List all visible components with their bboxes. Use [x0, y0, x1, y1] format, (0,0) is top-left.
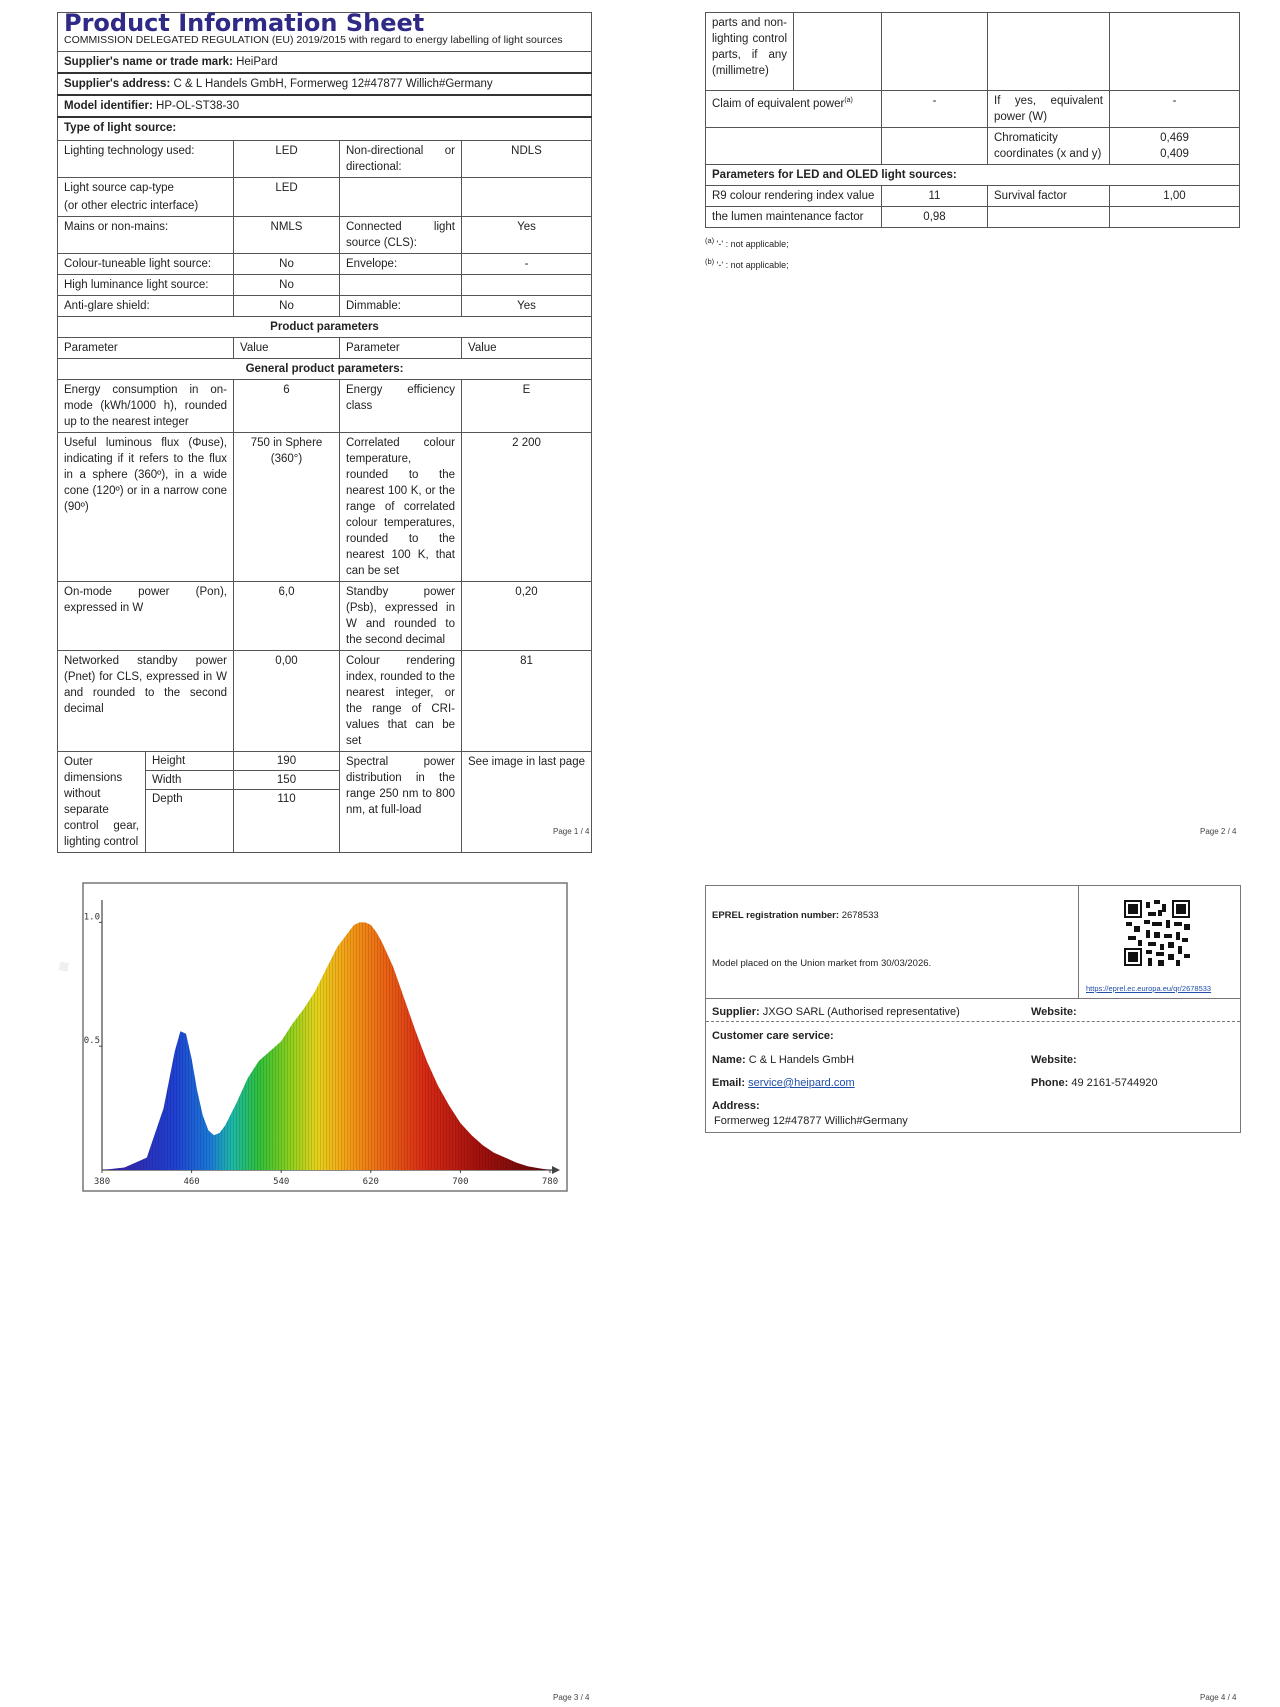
height-value: 190 [234, 752, 339, 771]
general-params-heading: General product parameters: [58, 359, 592, 380]
outer-dims-label: Outer dimensions without separate control gear, lighting control [58, 752, 146, 853]
placed-text: Model placed on the Union market from 30/03/2026. [712, 958, 932, 969]
nondir-value: NDLS [462, 141, 592, 178]
lumen-value: 0,98 [882, 207, 988, 228]
name-value: C & L Handels GmbH [748, 1054, 855, 1066]
page1-table [57, 9, 592, 853]
x-tick-label: 380 [93, 1177, 111, 1187]
dimmable-label: Dimmable: [340, 296, 462, 317]
standby-value: 0,20 [462, 582, 592, 651]
dims-values [234, 752, 340, 853]
tuneable-value: No [234, 254, 340, 275]
empty-cell [462, 275, 592, 296]
empty-cell [988, 13, 1110, 91]
nondir-label: Non-directional or directional: [340, 141, 462, 178]
y-tick-label: 0.5 [83, 1036, 100, 1047]
x-tick-label: 620 [362, 1177, 379, 1187]
supplier-line [712, 1006, 960, 1018]
envelope-label: Envelope: [340, 254, 462, 275]
dashed-divider [706, 1021, 1240, 1022]
qr-code-icon [1124, 900, 1190, 966]
empty-cell [706, 128, 882, 165]
eprel-line [712, 910, 879, 921]
address-label: Address: [712, 1100, 760, 1112]
product-params-heading: Product parameters [58, 317, 592, 338]
cap-label-2: (or other electric interface) [64, 200, 199, 212]
dimmable-value: Yes [462, 296, 592, 317]
page2-table [705, 12, 1240, 228]
mains-value: NMLS [234, 217, 340, 254]
cls-value: Yes [462, 217, 592, 254]
col-header-param: Parameter [58, 338, 234, 359]
phone-value: 49 2161-5744920 [1071, 1077, 1158, 1089]
care-label: Customer care service: [712, 1030, 834, 1042]
model-identifier: HP-OL-ST38-30 [156, 100, 240, 112]
page-4 [705, 885, 1241, 1133]
empty-cell [1110, 207, 1240, 228]
y-tick-label: 1.0 [83, 912, 100, 923]
footnote-b [705, 253, 1239, 274]
cct-label: Correlated colour temperature, rounded to the nearest 100 K, or the range of correlated colour temperatures, rounded to the nearest 100 K, that can be set [340, 433, 462, 582]
chroma-x: 0,469 [1160, 132, 1189, 144]
footnote-a-sup: (a) [705, 236, 715, 245]
x-tick-label: 780 [541, 1177, 559, 1187]
empty-cell [462, 178, 592, 217]
chroma-y: 0,409 [1160, 148, 1189, 160]
page4-number: Page 4 / 4 [1200, 1693, 1237, 1702]
page1-number: Page 1 / 4 [553, 827, 590, 836]
tuneable-label: Colour-tuneable light source: [58, 254, 234, 275]
supplier-address: C & L Handels GmbH, Formerweg 12#47877 Willich#Germany [173, 78, 493, 90]
watermark-mark: ▦ [56, 960, 71, 973]
footnote-b-text: '-' : not applicable; [716, 260, 789, 270]
cct-value: 2 200 [462, 433, 592, 582]
phone-label: Phone: [1031, 1077, 1069, 1089]
eprel-box [706, 886, 1079, 999]
email-link[interactable]: service@heipard.com [748, 1077, 855, 1089]
col-header-value-2: Value [462, 338, 592, 359]
eprel-label: EPREL registration number: [712, 910, 840, 921]
netstandby-value: 0,00 [234, 651, 340, 752]
name-label: Name: [712, 1054, 746, 1066]
qr-url-link[interactable]: https://eprel.ec.europa.eu/qr/2678533 [1086, 984, 1212, 993]
highlum-label: High luminance light source: [58, 275, 234, 296]
x-tick-label: 460 [183, 1177, 200, 1187]
name-line [712, 1054, 854, 1066]
width-value: 150 [234, 771, 339, 790]
spd-value: See image in last page [462, 752, 592, 853]
footnotes [705, 232, 1239, 274]
mains-label: Mains or non-mains: [58, 217, 234, 254]
ifyes-value: - [1110, 91, 1240, 128]
page-2 [705, 12, 1239, 274]
survival-label: Survival factor [988, 186, 1110, 207]
highlum-value: No [234, 275, 340, 296]
regulation-text: COMMISSION DELEGATED REGULATION (EU) 2019/2015 with regard to energy labelling of light sources [64, 34, 563, 46]
type-heading: Type of light source: [64, 122, 177, 134]
address-value: Formerweg 12#47877 Willich#Germany [714, 1115, 908, 1127]
footnote-b-sup: (b) [705, 257, 715, 266]
website2-label: Website: [1031, 1054, 1077, 1066]
eff-class-value: E [462, 380, 592, 433]
empty-cell [1110, 13, 1240, 91]
cri-value: 81 [462, 651, 592, 752]
cap-label: Light source cap-type [64, 182, 174, 194]
led-heading: Parameters for LED and OLED light sources: [706, 165, 1240, 186]
x-tick-label: 540 [273, 1177, 290, 1187]
r9-value: 11 [882, 186, 988, 207]
lighting-tech-label: Lighting technology used: [58, 141, 234, 178]
chroma-label: Chromaticity coordinates (x and y) [988, 128, 1110, 165]
dims-labels [146, 752, 234, 853]
supplier-label: Supplier: [712, 1006, 760, 1018]
equiv-label [706, 91, 882, 128]
cap-value: LED [234, 178, 340, 217]
height-label: Height [146, 752, 233, 771]
lighting-tech-value: LED [234, 141, 340, 178]
antiglare-value: No [234, 296, 340, 317]
flux-value: 750 in Sphere (360°) [234, 433, 340, 582]
x-tick-label: 700 [452, 1177, 469, 1187]
phone-line [1031, 1077, 1158, 1089]
width-label: Width [146, 771, 233, 790]
model-label: Model identifier: [64, 100, 153, 112]
supplier-name-label: Supplier's name or trade mark: [64, 56, 233, 68]
r9-label: R9 colour rendering index value [706, 186, 882, 207]
cont-label: parts and non-lighting control parts, if any (millimetre) [706, 13, 794, 91]
lumen-label: the lumen maintenance factor [706, 207, 882, 228]
col-header-param-2: Parameter [340, 338, 462, 359]
survival-value: 1,00 [1110, 186, 1240, 207]
antiglare-label: Anti-glare shield: [58, 296, 234, 317]
email-label: Email: [712, 1077, 746, 1089]
footnote-a-text: '-' : not applicable; [716, 239, 789, 249]
page3-number: Page 3 / 4 [553, 1693, 590, 1702]
eprel-number: 2678533 [841, 910, 879, 921]
email-line [712, 1077, 855, 1089]
equiv-sup: (a) [844, 97, 853, 104]
flux-label: Useful luminous flux (Φuse), indicating if it refers to the flux in a sphere (360º), in a wide cone (120º) or in a narrow cone (90º) [58, 433, 234, 582]
ifyes-label: If yes, equivalent power (W) [988, 91, 1110, 128]
envelope-value: - [462, 254, 592, 275]
empty-cell [882, 128, 988, 165]
footnote-a [705, 232, 1239, 253]
empty-cell [794, 13, 882, 91]
qr-box [1078, 886, 1240, 999]
page-title: Product Information Sheet [64, 9, 425, 37]
page2-number: Page 2 / 4 [1200, 827, 1237, 836]
empty-cell [882, 13, 988, 91]
page-1 [57, 9, 591, 853]
empty-cell [340, 275, 462, 296]
depth-value: 110 [277, 793, 296, 805]
depth-label: Depth [152, 793, 183, 805]
netstandby-label: Networked standby power (Pnet) for CLS, expressed in W and rounded to the second decimal [58, 651, 234, 752]
empty-cell [340, 178, 462, 217]
col-header-value: Value [234, 338, 340, 359]
website-label: Website: [1031, 1006, 1077, 1018]
supplier-address-label: Supplier's address: [64, 78, 171, 90]
energy-cons-value: 6 [234, 380, 340, 433]
onpower-label: On-mode power (Pon), expressed in W [58, 582, 234, 651]
equiv-value: - [882, 91, 988, 128]
page-3 [80, 880, 570, 1200]
spectrum-chart [80, 880, 570, 1200]
energy-cons-label: Energy consumption in on-mode (kWh/1000 h), rounded up to the nearest integer [58, 380, 234, 433]
supplier-name: HeiPard [236, 56, 278, 68]
eff-class-label: Energy efficiency class [340, 380, 462, 433]
supplier-value: JXGO SARL (Authorised representative) [762, 1006, 960, 1018]
standby-label: Standby power (Psb), expressed in W and rounded to the second decimal [340, 582, 462, 651]
onpower-value: 6,0 [234, 582, 340, 651]
spd-label: Spectral power distribution in the range 250 nm to 800 nm, at full-load [340, 752, 462, 853]
cri-label: Colour rendering index, rounded to the nearest integer, or the range of CRI-values that can be set [340, 651, 462, 752]
cls-label: Connected light source (CLS): [340, 217, 462, 254]
empty-cell [988, 207, 1110, 228]
equiv-label-text: Claim of equivalent power [712, 97, 845, 110]
